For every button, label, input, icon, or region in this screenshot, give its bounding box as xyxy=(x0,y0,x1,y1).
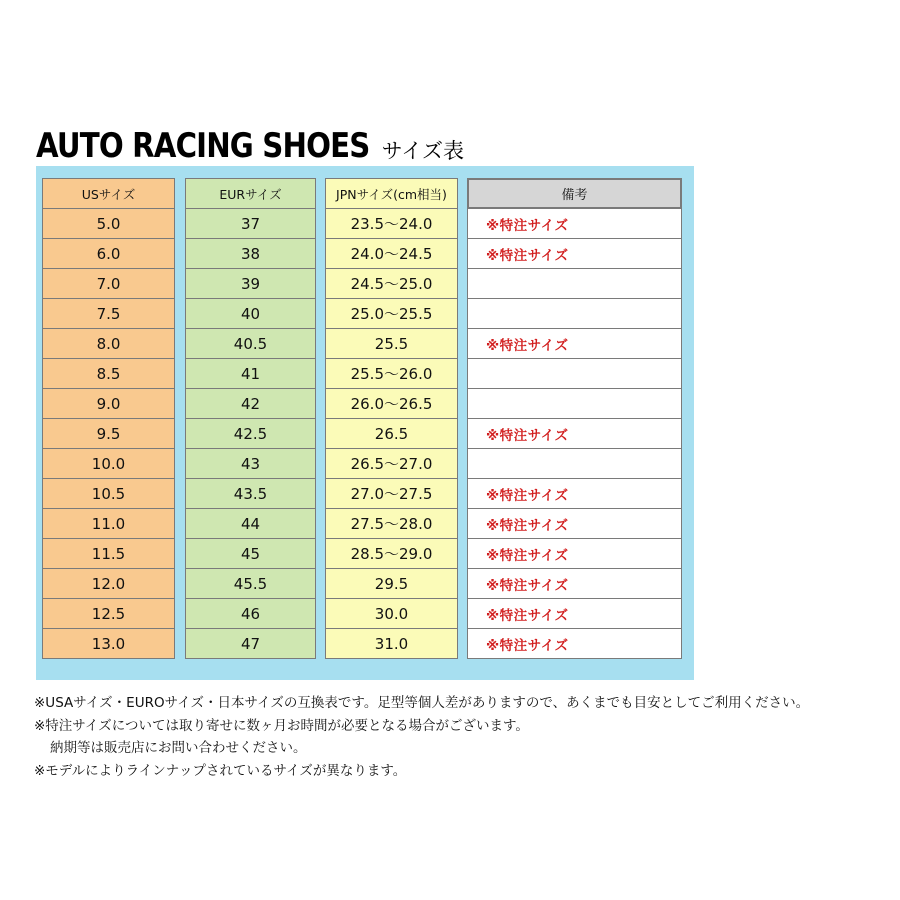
remarks-header: 備考 xyxy=(467,178,682,209)
special-order-label: ※特注サイズ xyxy=(486,487,569,504)
us-size-cell: 6.0 xyxy=(42,239,175,269)
eur-size-cell: 37 xyxy=(185,209,316,239)
eur-size-cell: 46 xyxy=(185,599,316,629)
us-size-header: USサイズ xyxy=(42,178,175,209)
remarks-cell xyxy=(467,599,682,629)
remarks-cell xyxy=(467,209,682,239)
jpn-size-cell: 24.5〜25.0 xyxy=(325,269,458,299)
remarks-cell xyxy=(467,539,682,569)
eur-size-cell: 42 xyxy=(185,389,316,419)
eur-size-cell: 38 xyxy=(185,239,316,269)
eur-size-column xyxy=(185,178,316,659)
jpn-size-cell: 25.5〜26.0 xyxy=(325,359,458,389)
jpn-size-cell: 27.0〜27.5 xyxy=(325,479,458,509)
eur-size-cell: 47 xyxy=(185,629,316,659)
special-order-label: ※特注サイズ xyxy=(486,337,569,354)
jpn-size-cell: 29.5 xyxy=(325,569,458,599)
remarks-cell xyxy=(467,449,682,479)
us-size-cell: 12.0 xyxy=(42,569,175,599)
remarks-column xyxy=(467,178,682,659)
us-size-cell: 8.5 xyxy=(42,359,175,389)
special-order-label: ※特注サイズ xyxy=(486,637,569,654)
eur-size-cell: 39 xyxy=(185,269,316,299)
remarks-cell xyxy=(467,419,682,449)
remarks-cell xyxy=(467,269,682,299)
special-order-label: ※特注サイズ xyxy=(486,427,569,444)
jpn-size-column xyxy=(325,178,458,659)
jpn-size-cell: 26.0〜26.5 xyxy=(325,389,458,419)
special-order-label: ※特注サイズ xyxy=(486,577,569,594)
eur-size-cell: 40 xyxy=(185,299,316,329)
special-order-label: ※特注サイズ xyxy=(486,247,569,264)
remarks-cell xyxy=(467,359,682,389)
jpn-size-cell: 31.0 xyxy=(325,629,458,659)
us-size-cell: 5.0 xyxy=(42,209,175,239)
special-order-label: ※特注サイズ xyxy=(486,547,569,564)
eur-size-header: EURサイズ xyxy=(185,178,316,209)
page-title-row xyxy=(36,126,464,166)
special-order-label: ※特注サイズ xyxy=(486,217,569,234)
jpn-size-cell: 27.5〜28.0 xyxy=(325,509,458,539)
jpn-size-cell: 30.0 xyxy=(325,599,458,629)
jpn-size-cell: 28.5〜29.0 xyxy=(325,539,458,569)
us-size-cell: 11.5 xyxy=(42,539,175,569)
us-size-cell: 12.5 xyxy=(42,599,175,629)
us-size-cell: 9.5 xyxy=(42,419,175,449)
jpn-size-cell: 26.5 xyxy=(325,419,458,449)
remarks-cell xyxy=(467,389,682,419)
us-size-cell: 7.5 xyxy=(42,299,175,329)
size-table xyxy=(36,166,694,680)
eur-size-cell: 41 xyxy=(185,359,316,389)
eur-size-cell: 40.5 xyxy=(185,329,316,359)
us-size-cell: 8.0 xyxy=(42,329,175,359)
jpn-size-cell: 25.5 xyxy=(325,329,458,359)
us-size-cell: 11.0 xyxy=(42,509,175,539)
eur-size-cell: 44 xyxy=(185,509,316,539)
eur-size-cell: 42.5 xyxy=(185,419,316,449)
jpn-size-cell: 23.5〜24.0 xyxy=(325,209,458,239)
remarks-cell xyxy=(467,629,682,659)
remarks-cell xyxy=(467,299,682,329)
footnote-lineup: ※モデルによりラインナップされているサイズが異なります。 xyxy=(34,762,407,779)
special-order-label: ※特注サイズ xyxy=(486,517,569,534)
eur-size-cell: 45 xyxy=(185,539,316,569)
footnote-special-order: ※特注サイズについては取り寄せに数ヶ月お時間が必要となる場合がございます。 xyxy=(34,717,529,734)
remarks-cell xyxy=(467,509,682,539)
eur-size-cell: 43.5 xyxy=(185,479,316,509)
us-size-cell: 10.5 xyxy=(42,479,175,509)
us-size-cell: 7.0 xyxy=(42,269,175,299)
remarks-cell xyxy=(467,239,682,269)
footnotes xyxy=(34,692,809,782)
page-subtitle: サイズ表 xyxy=(381,139,464,163)
footnote-delivery: 納期等は販売店にお問い合わせください。 xyxy=(50,740,307,756)
page-title: AUTO RACING SHOES xyxy=(36,126,370,166)
jpn-size-cell: 24.0〜24.5 xyxy=(325,239,458,269)
special-order-label: ※特注サイズ xyxy=(486,607,569,624)
us-size-cell: 10.0 xyxy=(42,449,175,479)
remarks-cell xyxy=(467,329,682,359)
us-size-cell: 9.0 xyxy=(42,389,175,419)
us-size-column xyxy=(42,178,175,659)
us-size-cell: 13.0 xyxy=(42,629,175,659)
jpn-size-cell: 26.5〜27.0 xyxy=(325,449,458,479)
eur-size-cell: 43 xyxy=(185,449,316,479)
remarks-cell xyxy=(467,569,682,599)
footnote-compatibility: ※USAサイズ・EUROサイズ・日本サイズの互換表です。足型等個人差がありますので、あくまでも目安としてご利用ください。 xyxy=(34,695,810,711)
remarks-cell xyxy=(467,479,682,509)
jpn-size-header: JPNサイズ(cm相当) xyxy=(325,178,458,209)
eur-size-cell: 45.5 xyxy=(185,569,316,599)
jpn-size-cell: 25.0〜25.5 xyxy=(325,299,458,329)
